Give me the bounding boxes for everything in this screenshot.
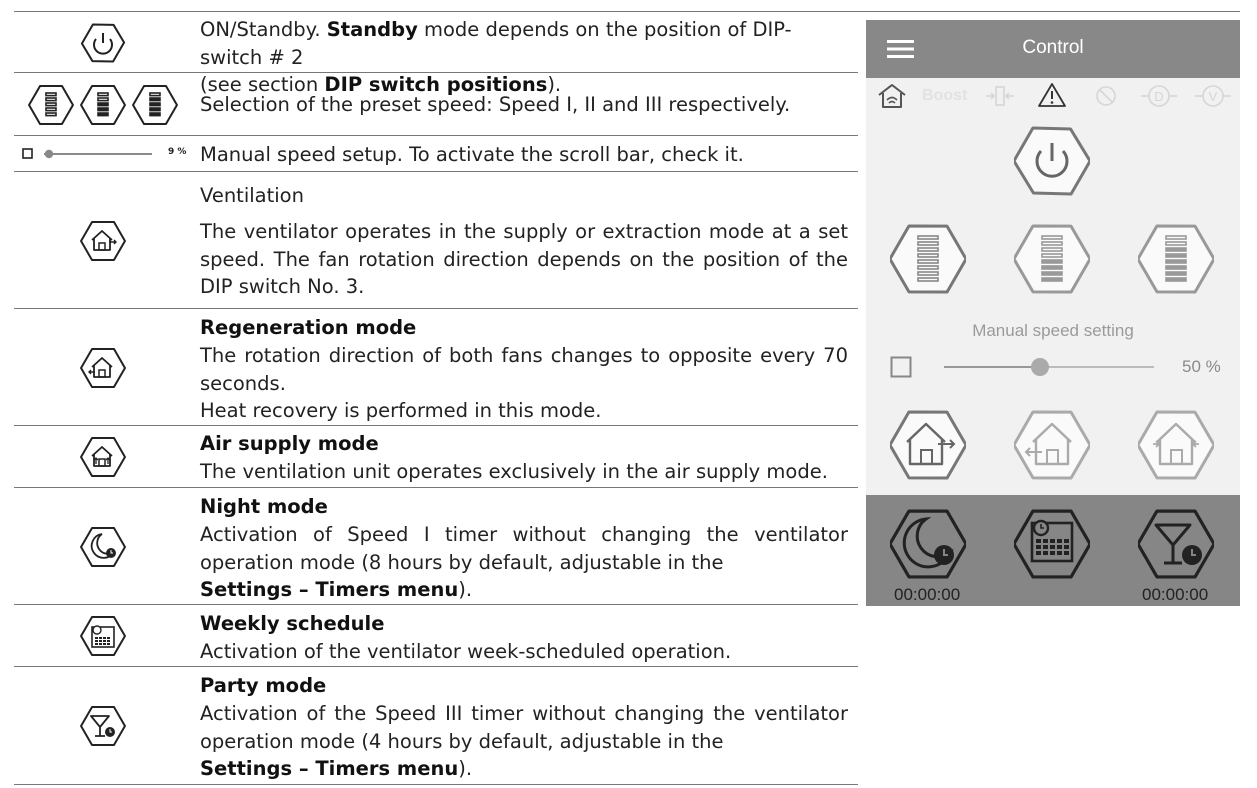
row-title: Party mode xyxy=(200,674,327,697)
row-text-2: Heat recovery is performed in this mode. xyxy=(200,399,602,422)
table-row-manual-speed xyxy=(14,135,858,172)
table-row-air-supply xyxy=(14,425,858,488)
table-row-night-mode xyxy=(14,487,858,605)
slider-value: 9 % xyxy=(168,147,187,157)
table-row-power xyxy=(14,11,858,96)
air-supply-icon xyxy=(14,426,192,488)
power-hexagon-icon xyxy=(14,12,192,73)
row-title: Weekly schedule xyxy=(200,612,385,635)
speed-1-button[interactable] xyxy=(890,218,966,300)
table-row-regeneration xyxy=(14,308,858,426)
weekly-schedule-icon xyxy=(14,605,192,667)
row-text: Activation of the ventilator week-scheduled operation. xyxy=(200,640,732,663)
manual-speed-value: 50 % xyxy=(1182,357,1221,376)
row-title: Ventilation xyxy=(200,184,304,207)
row-title: Regeneration mode xyxy=(200,316,417,339)
power-button[interactable] xyxy=(1014,121,1090,201)
regeneration-mode-button[interactable] xyxy=(1014,404,1090,486)
filter-icon xyxy=(1094,84,1118,108)
row-text: Activation of the Speed III timer without changing the ventilator operation mode (4 hours by default, adjustable in the xyxy=(200,702,848,753)
app-title: Control xyxy=(1022,37,1084,58)
party-timer: 00:00:00 xyxy=(1142,585,1209,604)
wifi-home-icon xyxy=(877,83,907,109)
preset-speed-icons xyxy=(14,73,192,136)
manual-speed-checkbox[interactable] xyxy=(890,356,912,378)
svg-text:V: V xyxy=(1208,89,1218,104)
speed-1-icon xyxy=(28,81,78,129)
row-text: Selection of the preset speed: Speed I, II and III respectively. xyxy=(200,93,791,116)
d-indicator-icon xyxy=(1141,83,1177,109)
row-text: The ventilator operates in the supply or extraction mode at a set speed. The fan rotation direction depends on the position of the DIP switch No. 3. xyxy=(200,220,848,298)
air-supply-mode-button[interactable] xyxy=(1138,404,1214,486)
row-text: The rotation direction of both fans changes to opposite every 70 seconds. xyxy=(200,344,848,395)
row-title: Air supply mode xyxy=(200,432,379,455)
row-text: The ventilation unit operates exclusively in the air supply mode. xyxy=(200,460,828,483)
ventilation-icon xyxy=(14,172,192,309)
timer-bar xyxy=(866,495,1240,606)
speed-2-icon xyxy=(76,81,131,129)
ventilation-mode-button[interactable] xyxy=(890,404,966,486)
table-row-party-mode xyxy=(14,666,858,785)
svg-text:D: D xyxy=(1154,89,1164,104)
fan-direction-icon xyxy=(985,84,1015,108)
row-title: Night mode xyxy=(200,495,328,518)
manual-speed-slider[interactable] xyxy=(944,356,1156,378)
row-text: ON/Standby. Standby mode depends on the position of DIP-switch # 2 (see section DIP switch positions). xyxy=(200,18,792,96)
speed-2-button[interactable] xyxy=(1014,218,1090,300)
row-text-bold: Settings – Timers menu). xyxy=(200,578,473,601)
v-indicator-icon xyxy=(1195,83,1231,109)
boost-label: Boost xyxy=(922,87,968,104)
regeneration-icon xyxy=(14,309,192,426)
speed-3-icon xyxy=(128,81,178,129)
night-timer: 00:00:00 xyxy=(894,585,961,604)
table-row-speeds xyxy=(14,72,858,136)
night-mode-button[interactable] xyxy=(890,503,966,585)
night-mode-icon xyxy=(14,488,192,605)
app-screenshot xyxy=(866,20,1240,606)
table-row-ventilation xyxy=(14,171,858,309)
alarm-icon xyxy=(1037,82,1067,108)
party-mode-icon xyxy=(14,667,192,784)
speed-3-button[interactable] xyxy=(1138,218,1214,300)
app-bar xyxy=(866,20,1240,78)
table-row-weekly-schedule xyxy=(14,604,858,667)
manual-speed-label: Manual speed setting xyxy=(972,321,1134,340)
row-text: Activation of Speed I timer without changing the ventilator operation mode (8 hours by default, adjustable in the xyxy=(200,523,848,574)
weekly-schedule-button[interactable] xyxy=(1014,503,1090,585)
party-mode-button[interactable] xyxy=(1138,503,1214,585)
row-text-bold: Settings – Timers menu). xyxy=(200,757,473,780)
row-text: Manual speed setup. To activate the scroll bar, check it. xyxy=(200,143,744,166)
